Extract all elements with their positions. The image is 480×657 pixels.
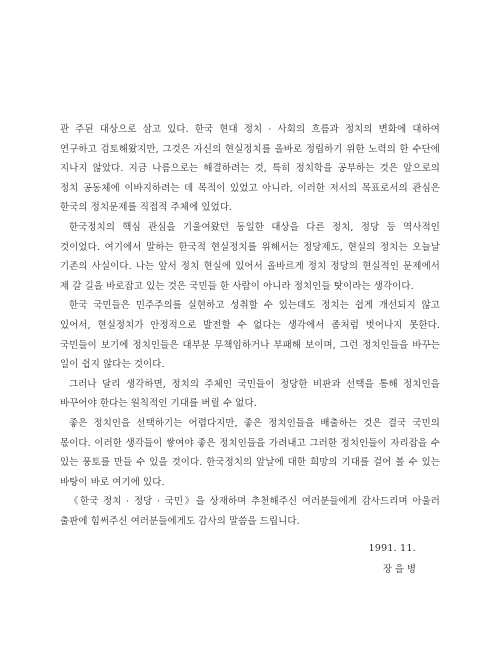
signature-date: 1991. 11. bbox=[368, 543, 416, 554]
paragraph-5: 좋은 정치인을 선택하기는 어렵다지만, 좋은 정치인들을 배출하는 것은 결국 국민의 몫이다. 이러한 생각들이 쌓여야 좋은 정치인들을 가려내고 그러한 정치인들이 자리잡을 수 있는 풍토를 만들 수 있을 것이다. 한국정치의 앞날에 대한 희망의 기대를 걸어 볼 수 있는 바탕이 바로 여기에 있다. bbox=[60, 417, 440, 488]
signature-block bbox=[369, 538, 416, 580]
paragraph-4: 그러나 달리 생각하면, 정치의 주체인 국민들이 정당한 비판과 선택을 통해 정치인을 바꾸어야 한다는 원칙적인 기대를 버릴 수 없다. bbox=[60, 378, 440, 410]
paragraph-3: 한국 국민들은 민주주의를 실현하고 성취할 수 있는데도 정치는 쉽게 개선되지 않고 있어서, 현실정치가 안정적으로 발전할 수 없다는 생각에서 좀처럼 벗어나지 못한다. 국민들이 보기에 정치인들은 대부분 무책임하거나 부패해 보이며, 그런 정치인들을 바꾸는 일이 쉽지 않다는 것이다. bbox=[60, 300, 440, 371]
paragraph-6: 《한국 정치 · 정당 · 국민》을 상재하며 추천해주신 여러분들에게 감사드리며 아울러 출판에 힘써주신 여러분들에게도 감사의 말씀을 드립니다. bbox=[60, 496, 440, 527]
paragraph-2: 한국정치의 핵심 관심을 기울여왔던 동일한 대상을 다른 정치, 정당 등 역사적인 것이었다. 여기에서 말하는 한국적 현실정치를 위해서는 정당제도, 현실의 정치는 오늘날 기존의 사실이다. 나는 앞서 정치 현실에 있어서 올바르게 정치 정당의 현실적인 문제에서 제 갈 길을 바로잡고 있는 것은 국민들 한 사람이 아니라 정치인들 탓이라는 생각이다. bbox=[60, 221, 440, 292]
paragraph-1: 관 주된 대상으로 삼고 있다. 한국 현대 정치 · 사회의 흐름과 정치의 변화에 대하여 연구하고 검토해왔지만, 그것은 자신의 현실정치를 올바로 정립하기 위한 노력의 한 수단에 지나지 않았다. 지금 나름으로는 해결하려는 것, 특히 정치학을 공부하는 것은 앞으로의 정치 공동체에 이바지하려는 데 목적이 있었고 아니라, 이러한 저서의 목표로서의 관심은 한국의 정치문제를 직접적 주체에 있었다. bbox=[60, 124, 440, 214]
preface-body bbox=[60, 120, 440, 531]
signature-author: 장 을 병 bbox=[382, 564, 416, 575]
